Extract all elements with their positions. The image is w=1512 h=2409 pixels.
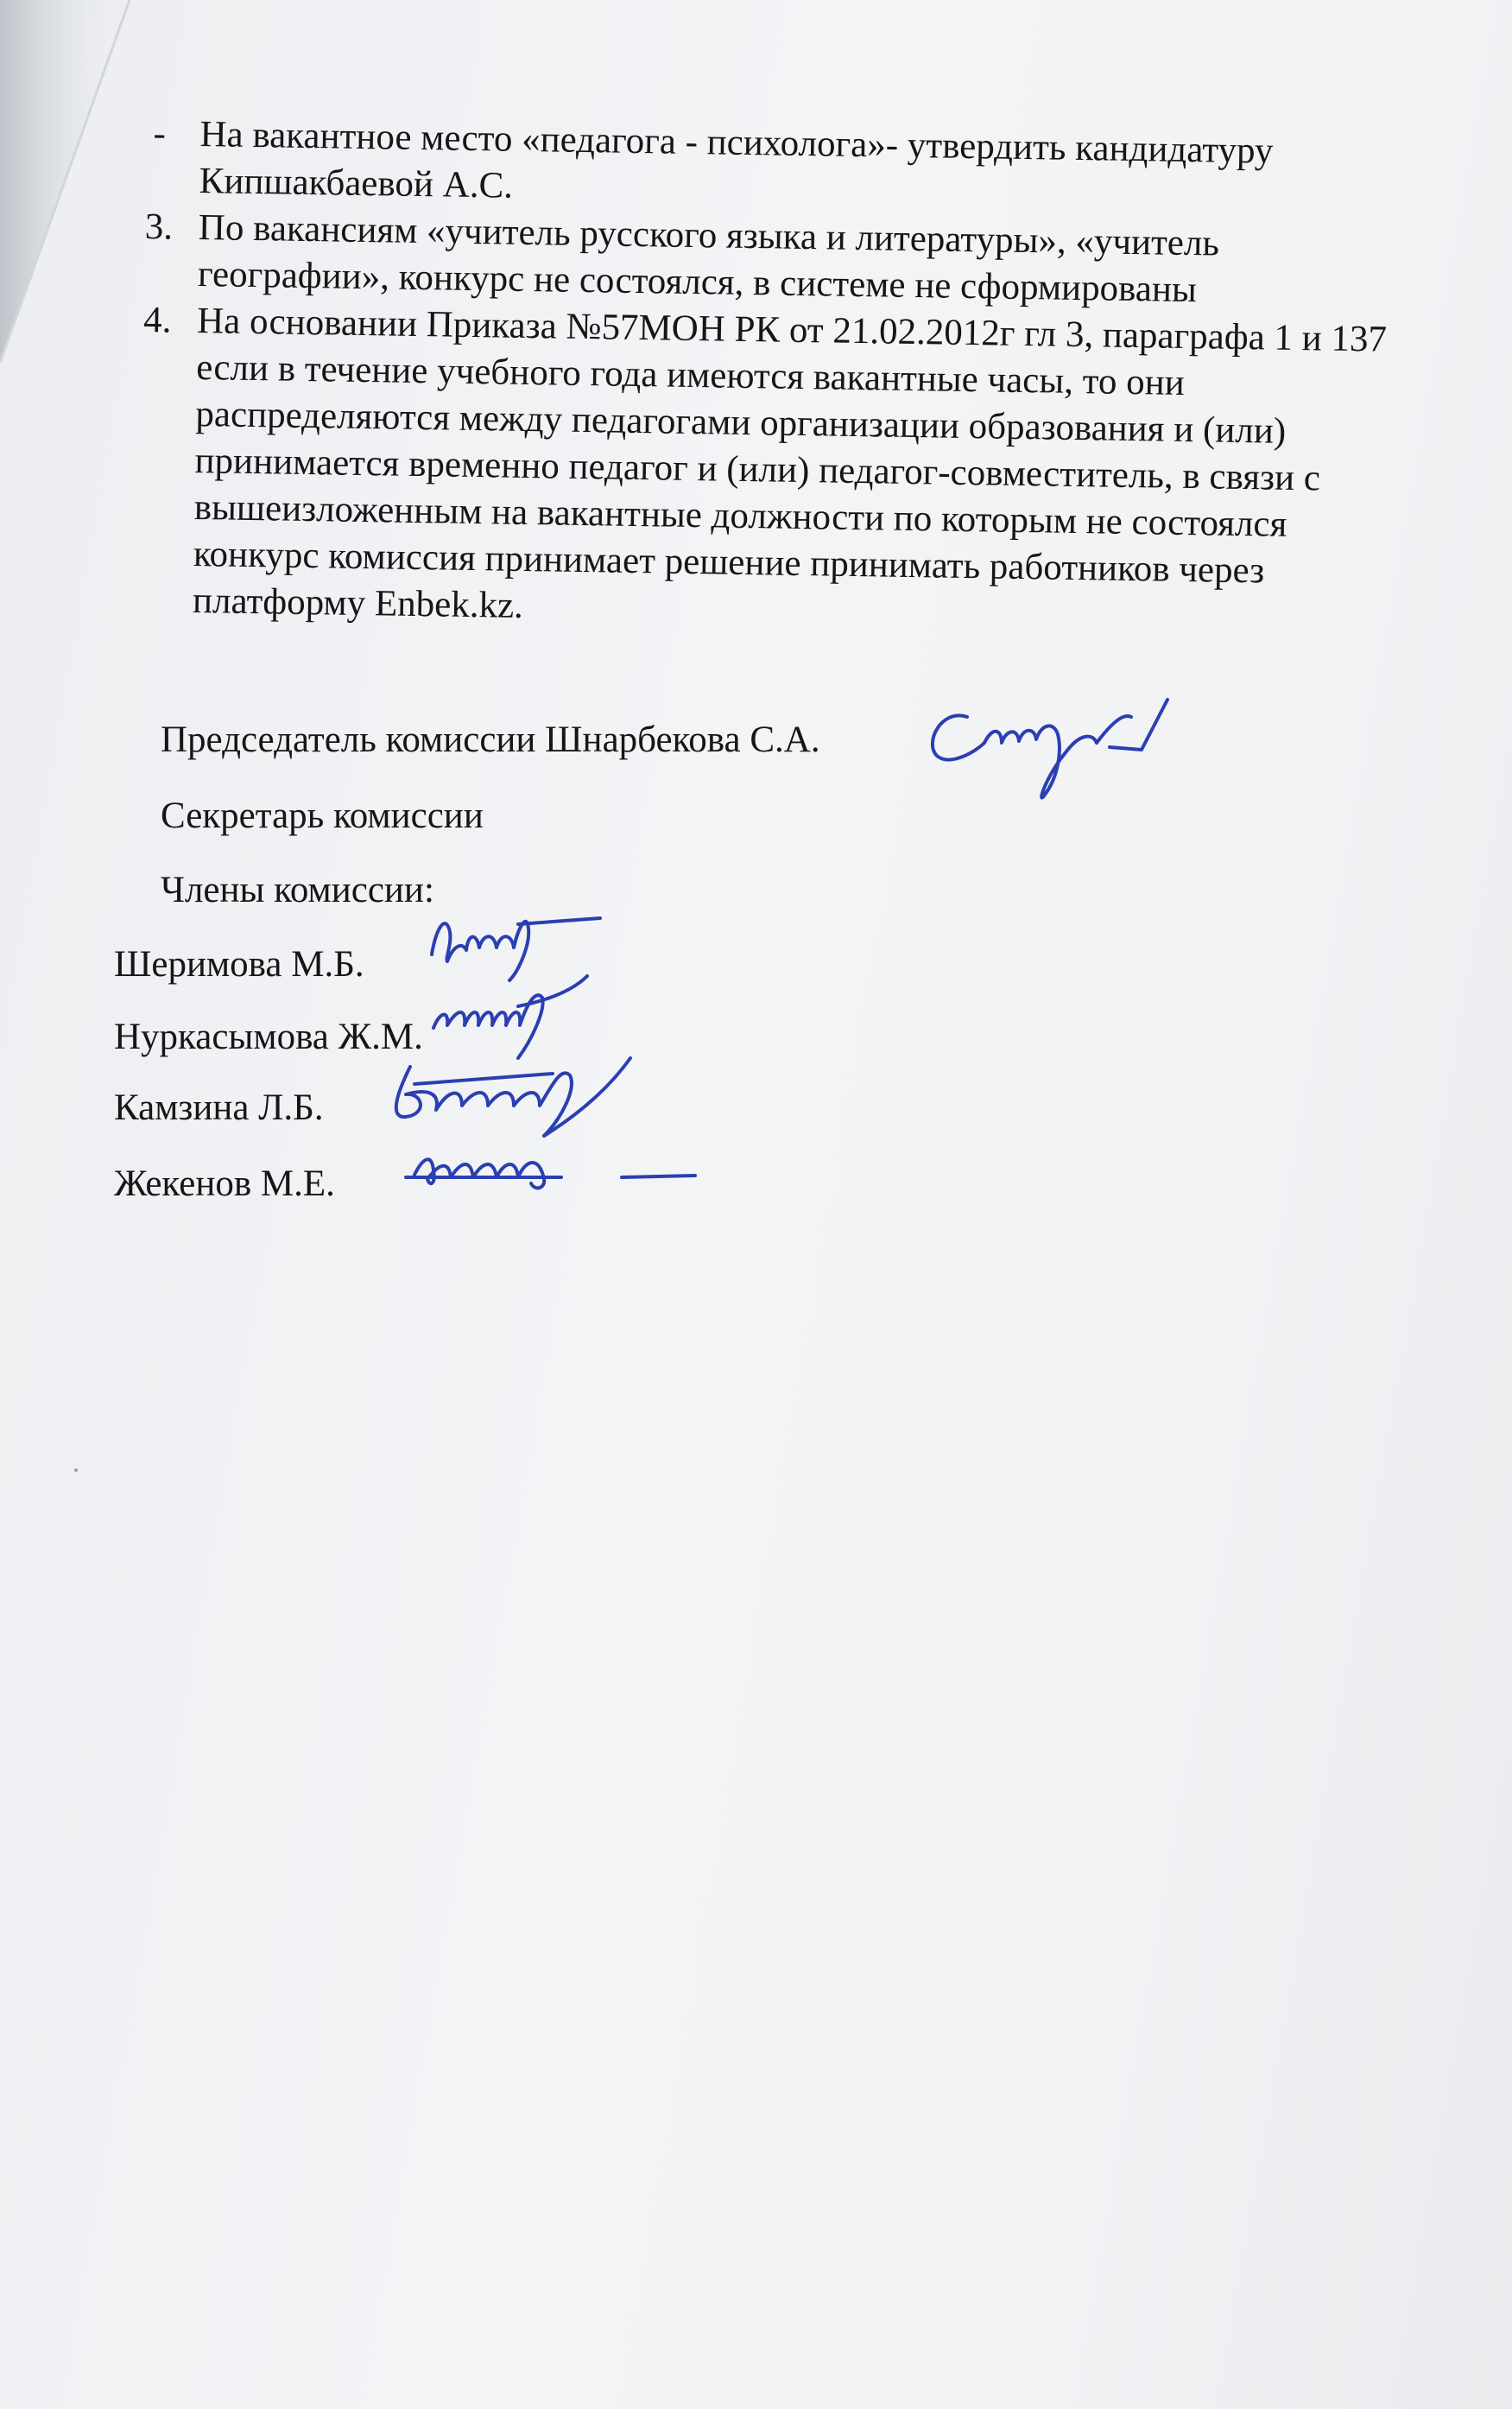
member-sherimova: Шеримова М.Б. bbox=[114, 944, 364, 985]
text-line: распределяются между педагогами организации образования и (или) bbox=[195, 393, 1287, 452]
text-line: конкурс комиссия принимает решение принимать работников через bbox=[193, 533, 1265, 592]
text-line: если в течение учебного года имеются вакантные часы, то они bbox=[195, 346, 1186, 403]
text-line: платформу Enbek.kz. bbox=[192, 580, 524, 626]
list-marker: 4. bbox=[142, 300, 172, 341]
paper-speck bbox=[74, 1468, 78, 1472]
text-line: вышеизложенным на вакантные должности по которым не состоялся bbox=[193, 486, 1287, 545]
zhekenov-signature bbox=[397, 1144, 708, 1196]
chair-line: Председатель комиссии Шнарбекова С.А. bbox=[161, 720, 820, 760]
list-marker: - bbox=[153, 113, 167, 155]
text-line: По вакансиям «учитель русского языка и литературы», «учитель bbox=[198, 206, 1220, 264]
list-marker: 3. bbox=[144, 206, 174, 248]
members-heading: Члены комиссии: bbox=[161, 870, 434, 910]
chair-signature bbox=[915, 682, 1174, 812]
text-line: Кипшакбаевой А.С. bbox=[199, 160, 514, 206]
member-nurkasymova: Нуркасымова Ж.М. bbox=[114, 1017, 423, 1057]
member-kamzina: Камзина Л.Б. bbox=[114, 1087, 324, 1128]
text-line: На основании Приказа №57МОН РК от 21.02.2012г гл 3, параграфа 1 и 137 bbox=[196, 300, 1388, 360]
text-line: принимается временно педагог и (или) педагог-совместитель, в связи с bbox=[194, 440, 1321, 499]
decision-list bbox=[137, 111, 1492, 644]
list-item-4 bbox=[137, 297, 1490, 644]
text-line: На вакантное место «педагога - психолога»- утвердить кандидатуру bbox=[199, 114, 1274, 172]
member-zhekenov: Жекенов М.Е. bbox=[114, 1163, 335, 1204]
text-line: географии», конкурс не состоялся, в системе не сформированы bbox=[197, 253, 1198, 311]
secretary-line: Секретарь комиссии bbox=[161, 796, 484, 836]
kamzina-signature bbox=[380, 1041, 639, 1144]
